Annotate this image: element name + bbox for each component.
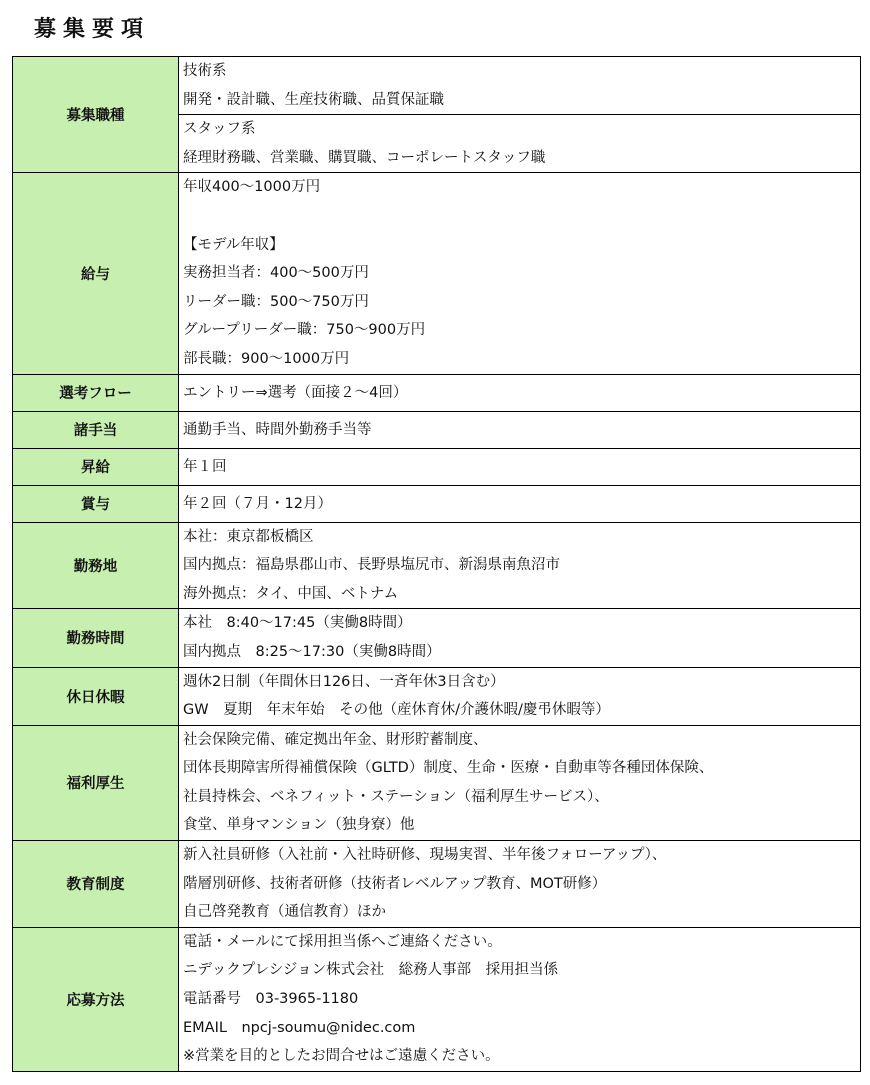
selection-flow-value: エントリー⇒選考（面接２～4回） xyxy=(183,384,408,401)
salary-model-heading: 【モデル年収】 xyxy=(183,236,284,253)
row-selection-flow xyxy=(13,374,861,411)
row-holidays xyxy=(13,667,861,725)
label-holidays: 休日休暇 xyxy=(13,667,179,725)
pay-raise-value: 年１回 xyxy=(183,458,227,475)
job-group-detail: 開発・設計職、生産技術職、品質保証職 xyxy=(183,91,444,108)
work-hours-line: 国内拠点 8:25～17:30（実働8時間） xyxy=(183,643,441,660)
salary-model-line: 実務担当者：400～500万円 xyxy=(183,265,369,282)
apply-line: ニデックプレシジョン株式会社 総務人事部 採用担当係 xyxy=(183,962,559,979)
benefits-line: 団体長期障害所得補償保険（GLTD）制度、生命・医療・自動車等各種団体保険、 xyxy=(183,760,714,777)
work-location-line: 海外拠点：タイ、中国、ベトナム xyxy=(183,585,399,602)
apply-line: 電話・メールにて採用担当係へご連絡ください。 xyxy=(183,933,502,950)
bonus-value: 年２回（７月・12月） xyxy=(183,495,332,512)
label-salary: 給与 xyxy=(13,173,179,374)
row-job-categories xyxy=(13,57,861,173)
holidays-line: GW 夏期 年末年始 その他（産休育休/介護休暇/慶弔休暇等） xyxy=(183,702,610,719)
row-work-hours xyxy=(13,609,861,667)
label-work-location: 勤務地 xyxy=(13,522,179,609)
work-location-line: 国内拠点：福島県郡山市、長野県塩尻市、新潟県南魚沼市 xyxy=(183,557,560,574)
row-training xyxy=(13,841,861,928)
row-bonus xyxy=(13,485,861,522)
job-group-staff xyxy=(179,114,860,172)
label-job-categories: 募集職種 xyxy=(13,57,179,173)
job-group-engineering xyxy=(179,57,860,114)
job-group-head: スタッフ系 xyxy=(183,121,256,138)
work-location-line: 本社：東京都板橋区 xyxy=(183,528,314,545)
benefits-line: 食堂、単身マンション（独身寮）他 xyxy=(183,817,415,834)
holidays-line: 週休2日制（年間休日126日、一斉年休3日含む） xyxy=(183,673,505,690)
label-bonus: 賞与 xyxy=(13,485,179,522)
salary-model-line: リーダー職：500～750万円 xyxy=(183,293,369,310)
spacer xyxy=(179,202,860,231)
work-hours-line: 本社 8:40～17:45（実働8時間） xyxy=(183,615,412,632)
row-salary xyxy=(13,173,861,374)
apply-note: ※営業を目的としたお問合せはご遠慮ください。 xyxy=(183,1048,500,1065)
row-work-location xyxy=(13,522,861,609)
row-how-to-apply xyxy=(13,927,861,1071)
allowances-value: 通勤手当、時間外勤務手当等 xyxy=(183,421,372,438)
job-group-head: 技術系 xyxy=(183,63,227,79)
label-how-to-apply: 応募方法 xyxy=(13,927,179,1071)
training-line: 新入社員研修（入社前・入社時研修、現場実習、半年後フォローアップ）、 xyxy=(183,847,667,864)
salary-model-line: グループリーダー職：750～900万円 xyxy=(183,322,426,339)
benefits-line: 社員持株会、ベネフィット・ステーション（福利厚生サービス）、 xyxy=(183,788,609,805)
training-line: 自己啓発教育（通信教育）ほか xyxy=(183,904,386,921)
salary-annual: 年収400～1000万円 xyxy=(183,179,321,196)
label-work-hours: 勤務時間 xyxy=(13,609,179,667)
benefits-line: 社会保険完備、確定拠出年金、財形貯蓄制度、 xyxy=(183,731,488,748)
label-pay-raise: 昇給 xyxy=(13,448,179,485)
job-group-detail: 経理財務職、営業職、購買職、コーポレートスタッフ職 xyxy=(183,149,546,166)
row-benefits xyxy=(13,725,861,840)
apply-email: EMAIL npcj-soumu@nidec.com xyxy=(183,1019,416,1036)
label-selection-flow: 選考フロー xyxy=(13,374,179,411)
salary-model-line: 部長職：900～1000万円 xyxy=(183,350,350,367)
label-training: 教育制度 xyxy=(13,841,179,928)
row-allowances xyxy=(13,411,861,448)
label-benefits: 福利厚生 xyxy=(13,725,179,840)
recruitment-table xyxy=(12,56,861,1072)
label-allowances: 諸手当 xyxy=(13,411,179,448)
apply-phone: 電話番号 03-3965-1180 xyxy=(183,991,359,1008)
row-pay-raise xyxy=(13,448,861,485)
training-line: 階層別研修、技術者研修（技術者レベルアップ教育、MOT研修） xyxy=(183,875,607,892)
page-title: 募集要項 xyxy=(34,17,151,42)
